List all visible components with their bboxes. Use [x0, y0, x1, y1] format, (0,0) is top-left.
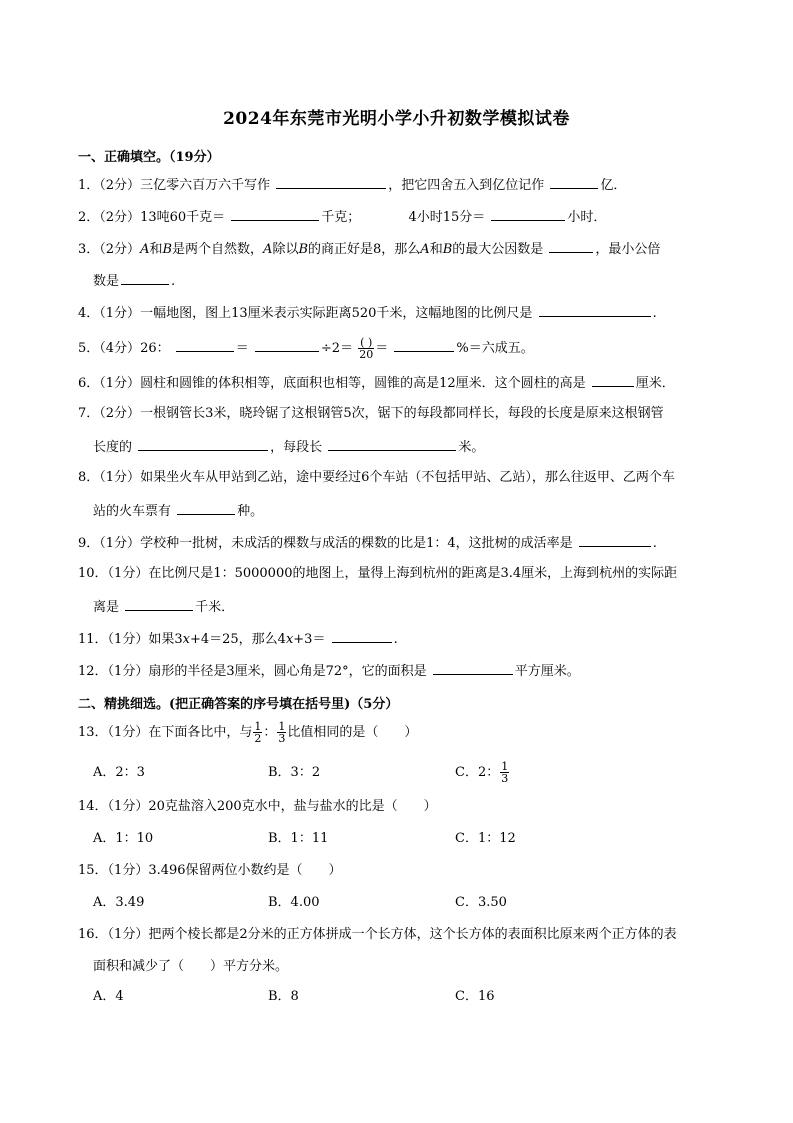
answer-blank[interactable] — [177, 501, 235, 515]
answer-blank[interactable] — [125, 597, 193, 611]
question-13: 13．（1分）在下面各比中，与 $\frac{1}{2}$ ： $\frac{1}{3}$ 比值相同的是（ ） — [78, 720, 418, 745]
fraction: $\frac{1}{2}$ — [254, 720, 262, 745]
answer-blank[interactable] — [549, 239, 593, 253]
q15-option-a[interactable]: A．3.49 — [93, 895, 145, 910]
question-14: 14．（1分）20克盐溶入200克水中，盐与盐水的比是（ ） — [78, 799, 437, 814]
fraction: $\frac{1}{3}$ — [501, 760, 509, 785]
question-10: 10．（1分）在比例尺是1：5000000的地图上，量得上海到杭州的距离是3.4厘米，上海到杭州的实际距 — [78, 566, 678, 581]
q16-option-a[interactable]: A．4 — [93, 989, 124, 1004]
question-7-cont: 长度的 ，每段长 米。 — [93, 437, 484, 457]
question-3-cont: 数是 . — [93, 271, 175, 291]
answer-blank[interactable] — [394, 338, 454, 352]
fraction: $\frac{1}{3}$ — [278, 720, 286, 745]
answer-blank[interactable] — [276, 175, 386, 189]
q14-option-c[interactable]: C．1：12 — [455, 831, 516, 846]
section-1-heading: 一、正确填空。（19分） — [78, 150, 220, 165]
answer-blank[interactable] — [176, 338, 234, 352]
question-7: 7．（2分）一根钢管长3米，晓玲锯了这根钢管5次，锯下的每段都同样长，每段的长度是原来这根钢管 — [78, 406, 664, 421]
answer-blank[interactable] — [255, 338, 319, 352]
q14-option-b[interactable]: B．1：11 — [268, 831, 329, 846]
question-8: 8．（1分）如果坐火车从甲站到乙站，途中要经过6个车站（不包括甲站、乙站），那么往返甲、乙两个车 — [78, 470, 675, 485]
q15-option-b[interactable]: B．4.00 — [268, 895, 320, 910]
answer-blank[interactable] — [121, 271, 169, 285]
answer-blank[interactable] — [138, 437, 268, 451]
answer-blank[interactable] — [433, 661, 513, 675]
question-11: 11．（1分）如果3x+4＝25，那么4x+3＝ . — [78, 629, 398, 649]
q16-option-c[interactable]: C．16 — [455, 989, 495, 1004]
question-4: 4．（1分）一幅地图，图上13厘米表示实际距离520千米，这幅地图的比例尺是 . — [78, 303, 657, 323]
page-title: 2024年东莞市光明小学小升初数学模拟试卷 — [223, 109, 570, 129]
question-16-cont: 面积和减少了（ ）平方分米。 — [93, 959, 289, 974]
fraction: $\frac{( )}{20}$ — [359, 336, 374, 361]
q13-option-a[interactable]: A．2：3 — [93, 765, 145, 780]
answer-blank[interactable] — [231, 207, 319, 221]
question-9: 9．（1分）学校种一批树，未成活的棵数与成活的棵数的比是1：4，这批树的成活率是 . — [78, 533, 657, 553]
question-6: 6．（1分）圆柱和圆锥的体积相等，底面积也相等，圆锥的高是12厘米．这个圆柱的高是 厘米． — [78, 373, 675, 393]
q14-option-a[interactable]: A．1：10 — [93, 831, 154, 846]
question-8-cont: 站的火车票有 种。 — [93, 501, 263, 521]
question-1: 1．（2分）三亿零六百万六千写作 ，把它四舍五入到亿位记作 亿． — [78, 175, 626, 195]
answer-blank[interactable] — [579, 533, 651, 547]
q15-option-c[interactable]: C．3.50 — [455, 895, 507, 910]
answer-blank[interactable] — [539, 303, 651, 317]
question-10-cont: 离是 千米． — [93, 597, 234, 617]
question-12: 12．（1分）扇形的半径是3厘米，圆心角是72°，它的面积是 平方厘米。 — [78, 661, 580, 681]
question-2: 2．（2分）13吨60千克＝ 千克； 4小时15分＝ 小时． — [78, 207, 606, 227]
answer-blank[interactable] — [592, 373, 634, 387]
question-15: 15．（1分）3.496保留两位小数约是（ ） — [78, 863, 342, 878]
q13-option-b[interactable]: B．3：2 — [268, 765, 321, 780]
question-3: 3．（2分）A和B是两个自然数，A除以B的商正好是8，那么A和B的最大公因数是 ，最小公倍 — [78, 239, 660, 259]
q16-option-b[interactable]: B．8 — [268, 989, 299, 1004]
answer-blank[interactable] — [550, 175, 598, 189]
q13-option-c[interactable]: C．2： $\frac{1}{3}$ — [455, 760, 509, 785]
answer-blank[interactable] — [328, 437, 456, 451]
question-16: 16．（1分）把两个棱长都是2分米的正方体拼成一个长方体，这个长方体的表面积比原来两个正方体的表 — [78, 927, 677, 942]
section-2-heading: 二、精挑细选。(把正确答案的序号填在括号里)（5分） — [78, 697, 399, 712]
answer-blank[interactable] — [491, 207, 565, 221]
question-5: 5．（4分）26： ＝ ÷2＝ $\frac{( )}{20}$ ＝ %＝六成五。 — [78, 336, 534, 361]
answer-blank[interactable] — [332, 629, 392, 643]
